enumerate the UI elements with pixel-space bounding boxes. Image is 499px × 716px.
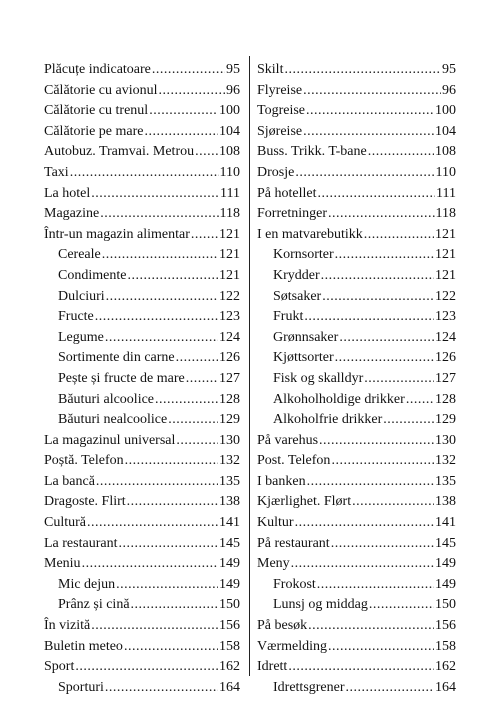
toc-page-number: 121 [435, 247, 456, 263]
toc-entry-label: Meniu [44, 556, 81, 572]
toc-page-number: 100 [435, 103, 456, 119]
toc-page-number: 108 [435, 144, 456, 160]
dot-leader [369, 595, 434, 616]
toc-entry [257, 513, 456, 534]
toc-entry [257, 163, 456, 184]
toc-page-number: 135 [435, 473, 456, 489]
dot-leader [406, 390, 434, 411]
dot-leader [335, 245, 434, 266]
toc-entry-label: Togreise [257, 103, 306, 119]
toc-entry [44, 534, 240, 555]
toc-subentry [44, 678, 240, 699]
dot-leader [95, 307, 218, 328]
toc-page-number: 156 [435, 618, 456, 634]
toc-page-number: 141 [219, 515, 240, 531]
toc-entry-label: Frokost [273, 576, 316, 592]
toc-page-number: 121 [219, 267, 240, 283]
toc-page-number: 122 [219, 288, 240, 304]
dot-leader [317, 575, 434, 596]
dot-leader [364, 225, 434, 246]
toc-page-number: 100 [219, 103, 240, 119]
toc-entry-label: La restaurant [44, 535, 118, 551]
toc-page-number: 162 [219, 659, 240, 675]
dot-leader [75, 657, 218, 678]
dot-leader [295, 513, 434, 534]
dot-leader [352, 492, 434, 513]
dot-leader [328, 204, 435, 225]
dot-leader [331, 534, 434, 555]
toc-entry [44, 451, 240, 472]
toc-page-number: 132 [219, 453, 240, 469]
dot-leader [131, 595, 218, 616]
toc-entry-label: Călătorie pe mare [44, 123, 144, 139]
toc-entry-label: Kultur [257, 515, 294, 531]
toc-entry [257, 81, 456, 102]
toc-entry-label: Taxi [44, 164, 69, 180]
dot-leader [368, 142, 434, 163]
toc-entry-label: Prânz și cină [58, 597, 130, 613]
dot-leader [149, 101, 218, 122]
toc-entry [44, 81, 240, 102]
toc-entry-label: Legume [58, 329, 104, 345]
dot-leader [106, 287, 218, 308]
toc-entry [257, 204, 456, 225]
toc-entry [44, 657, 240, 678]
column-divider [249, 56, 250, 676]
toc-page-number: 121 [219, 247, 240, 263]
toc-page-number: 149 [435, 556, 456, 572]
toc-entry [44, 492, 240, 513]
toc-column-romanian [44, 60, 240, 698]
toc-page-number: 127 [435, 370, 456, 386]
toc-entry-label: Grønnsaker [273, 329, 339, 345]
toc-page-number: 158 [435, 638, 456, 654]
toc-entry [44, 60, 240, 81]
toc-entry [257, 451, 456, 472]
toc-subentry [257, 266, 456, 287]
dot-leader [70, 163, 219, 184]
toc-entry-label: Post. Telefon [257, 453, 331, 469]
toc-entry-label: Fructe [58, 309, 94, 325]
dot-leader [152, 60, 225, 81]
toc-entry-label: În vizită [44, 618, 91, 634]
toc-entry-label: I en matvarebutikk [257, 226, 363, 242]
dot-leader [125, 451, 218, 472]
toc-entry [257, 122, 456, 143]
dot-leader [322, 287, 434, 308]
dot-leader [295, 163, 434, 184]
dot-leader [118, 534, 218, 555]
toc-entry-label: Sjøreise [257, 123, 303, 139]
dot-leader [306, 101, 434, 122]
toc-page-number: 150 [435, 597, 456, 613]
toc-entry-label: Cultură [44, 515, 86, 531]
toc-entry [44, 163, 240, 184]
toc-page-number: 129 [435, 412, 456, 428]
toc-entry-label: Krydder [273, 267, 320, 283]
dot-leader [364, 369, 434, 390]
toc-entry-label: Fisk og skalldyr [273, 370, 364, 386]
toc-entry-label: Dragoste. Flirt [44, 494, 126, 510]
toc-subentry [257, 307, 456, 328]
dot-leader [304, 307, 434, 328]
toc-entry [44, 513, 240, 534]
dot-leader [168, 410, 218, 431]
dot-leader [346, 678, 434, 699]
toc-subentry [44, 307, 240, 328]
toc-entry-label: Cereale [58, 247, 101, 263]
toc-entry-label: Flyreise [257, 82, 303, 98]
toc-subentry [257, 328, 456, 349]
toc-page-number: 145 [219, 535, 240, 551]
toc-entry-label: Condimente [58, 267, 127, 283]
toc-entry [44, 637, 240, 658]
toc-entry-label: På hotellet [257, 185, 317, 201]
toc-page-number: 130 [219, 432, 240, 448]
dot-leader [102, 245, 218, 266]
toc-entry-label: Într-un magazin alimentar [44, 226, 190, 242]
toc-subentry [257, 369, 456, 390]
toc-entry [257, 225, 456, 246]
toc-entry [257, 431, 456, 452]
toc-entry-label: Kornsorter [273, 247, 334, 263]
toc-entry-label: Forretninger [257, 206, 327, 222]
toc-entry-label: På varehus [257, 432, 319, 448]
toc-page-number: 108 [219, 144, 240, 160]
toc-entry-label: Skilt [257, 62, 284, 77]
dot-leader [195, 142, 218, 163]
dot-leader [191, 225, 218, 246]
dot-leader [100, 204, 218, 225]
toc-page-number: 95 [442, 62, 456, 77]
dot-leader [307, 472, 434, 493]
toc-entry-label: Meny [257, 556, 290, 572]
toc-entry-label: Sortimente din carne [58, 350, 175, 366]
toc-entry-label: Băuturi alcoolice [58, 391, 155, 407]
toc-page-number: 96 [226, 82, 240, 98]
toc-page-number: 110 [219, 164, 240, 180]
toc-entry-label: Plăcuțe indicatoare [44, 62, 151, 77]
toc-entry [44, 554, 240, 575]
toc-page-number: 111 [436, 185, 456, 201]
toc-page-number: 124 [219, 329, 240, 345]
toc-page-number: 104 [435, 123, 456, 139]
dot-leader [91, 184, 219, 205]
toc-page-number: 128 [435, 391, 456, 407]
toc-subentry [44, 287, 240, 308]
toc-entry [257, 554, 456, 575]
dot-leader [318, 184, 436, 205]
dot-leader [176, 348, 218, 369]
toc-entry-label: Søtsaker [273, 288, 322, 304]
toc-page-number: 122 [435, 288, 456, 304]
toc-entry [44, 472, 240, 493]
toc-page-number: 149 [435, 576, 456, 592]
dot-leader [91, 616, 218, 637]
toc-page-number: 126 [219, 350, 240, 366]
toc-entry-label: Dulciuri [58, 288, 105, 304]
toc-subentry [257, 595, 456, 616]
dot-leader [308, 616, 434, 637]
dot-leader [87, 513, 218, 534]
toc-subentry [44, 575, 240, 596]
toc-subentry [44, 369, 240, 390]
toc-page-number: 138 [219, 494, 240, 510]
toc-entry-label: Alkoholfrie drikker [273, 412, 383, 428]
toc-entry [44, 431, 240, 452]
toc-entry [257, 101, 456, 122]
toc-entry-label: Buletin meteo [44, 638, 123, 654]
toc-page-number: 110 [435, 164, 456, 180]
dot-leader [116, 575, 218, 596]
dot-leader [303, 122, 434, 143]
dot-leader [96, 472, 218, 493]
dot-leader [303, 81, 441, 102]
toc-entry [44, 184, 240, 205]
toc-page-number: 127 [219, 370, 240, 386]
toc-entry [257, 142, 456, 163]
toc-column-norwegian [257, 60, 456, 698]
dot-leader [291, 554, 434, 575]
toc-entry [44, 101, 240, 122]
toc-subentry [257, 287, 456, 308]
toc-entry [257, 637, 456, 658]
toc-entry-label: På restaurant [257, 535, 330, 551]
toc-entry-label: Idrettsgrener [273, 679, 345, 695]
toc-entry-label: Alkoholholdige drikker [273, 391, 405, 407]
toc-subentry [44, 328, 240, 349]
toc-page-number: 121 [435, 267, 456, 283]
toc-entry-label: Drosje [257, 164, 295, 180]
toc-entry [44, 122, 240, 143]
dot-leader [331, 451, 434, 472]
toc-page-number: 121 [435, 226, 456, 242]
toc-page-number: 121 [219, 226, 240, 242]
toc-entry-label: Kjøttsorter [273, 350, 334, 366]
dot-leader [186, 369, 218, 390]
toc-page-number: 123 [219, 309, 240, 325]
toc-subentry [44, 595, 240, 616]
toc-page-number: 95 [226, 62, 240, 77]
toc-subentry [257, 575, 456, 596]
toc-entry [44, 204, 240, 225]
toc-page-number: 128 [219, 391, 240, 407]
toc-page-number: 129 [219, 412, 240, 428]
dot-leader [321, 266, 434, 287]
dot-leader [339, 328, 434, 349]
toc-page-number: 164 [219, 679, 240, 695]
toc-page-number: 158 [219, 638, 240, 654]
toc-subentry [257, 410, 456, 431]
toc-page-number: 126 [435, 350, 456, 366]
dot-leader [159, 81, 225, 102]
toc-subentry [257, 348, 456, 369]
toc-entry-label: Poștă. Telefon [44, 453, 124, 469]
toc-entry-label: Mic dejun [58, 576, 116, 592]
dot-leader [284, 60, 441, 81]
toc-entry-label: Băuturi nealcoolice [58, 412, 168, 428]
toc-subentry [257, 678, 456, 699]
toc-entry-label: Lunsj og middag [273, 597, 368, 613]
toc-entry-label: Pește și fructe de mare [58, 370, 185, 386]
dot-leader [383, 410, 434, 431]
toc-page-number: 141 [435, 515, 456, 531]
toc-page-number: 164 [435, 679, 456, 695]
dot-leader [105, 328, 218, 349]
toc-entry-label: Idrett [257, 659, 288, 675]
toc-entry [257, 60, 456, 81]
toc-page-number: 162 [435, 659, 456, 675]
toc-page-number: 123 [435, 309, 456, 325]
dot-leader [319, 431, 434, 452]
toc-entry-label: La bancă [44, 473, 95, 489]
dot-leader [288, 657, 434, 678]
toc-entry-label: Magazine [44, 206, 100, 222]
dot-leader [82, 554, 218, 575]
dot-leader [127, 492, 218, 513]
toc-page-number: 124 [435, 329, 456, 345]
toc-subentry [44, 410, 240, 431]
toc-page-number: 96 [442, 82, 456, 98]
toc-subentry [44, 390, 240, 411]
dot-leader [328, 637, 434, 658]
toc-entry-label: Călătorie cu trenul [44, 103, 149, 119]
toc-entry [44, 225, 240, 246]
toc-entry [257, 657, 456, 678]
toc-entry-label: Kjærlighet. Flørt [257, 494, 352, 510]
toc-entry-label: På besøk [257, 618, 308, 634]
toc-entry-label: Autobuz. Tramvai. Metrou [44, 144, 195, 160]
toc-page-number: 111 [220, 185, 240, 201]
toc-page-number: 156 [219, 618, 240, 634]
toc-entry-label: Călătorie cu avionul [44, 82, 158, 98]
toc-entry-label: La magazinul universal [44, 432, 176, 448]
toc-page-number: 118 [219, 206, 240, 222]
dot-leader [155, 390, 218, 411]
toc-subentry [44, 266, 240, 287]
toc-page-number: 149 [219, 556, 240, 572]
toc-entry [257, 492, 456, 513]
toc-entry-label: Buss. Trikk. T-bane [257, 144, 367, 160]
toc-page-number: 149 [219, 576, 240, 592]
toc-entry [257, 472, 456, 493]
toc-page-number: 135 [219, 473, 240, 489]
toc-entry-label: La hotel [44, 185, 91, 201]
toc-page-number: 150 [219, 597, 240, 613]
toc-subentry [44, 245, 240, 266]
dot-leader [105, 678, 218, 699]
toc-page-number: 145 [435, 535, 456, 551]
toc-entry [257, 184, 456, 205]
toc-page-number: 132 [435, 453, 456, 469]
dot-leader [127, 266, 218, 287]
toc-entry-label: Frukt [273, 309, 304, 325]
toc-page-number: 138 [435, 494, 456, 510]
toc-entry-label: I banken [257, 473, 306, 489]
dot-leader [176, 431, 218, 452]
dot-leader [124, 637, 218, 658]
toc-entry-label: Sport [44, 659, 75, 675]
toc-page-number: 130 [435, 432, 456, 448]
toc-entry-label: Værmelding [257, 638, 327, 654]
dot-leader [335, 348, 434, 369]
toc-subentry [44, 348, 240, 369]
dot-leader [145, 122, 218, 143]
toc-page-number: 104 [219, 123, 240, 139]
toc-subentry [257, 245, 456, 266]
toc-subentry [257, 390, 456, 411]
toc-entry [257, 616, 456, 637]
toc-page-number: 118 [435, 206, 456, 222]
toc-entry [44, 142, 240, 163]
toc-entry [44, 616, 240, 637]
toc-entry [257, 534, 456, 555]
toc-entry-label: Sporturi [58, 679, 104, 695]
